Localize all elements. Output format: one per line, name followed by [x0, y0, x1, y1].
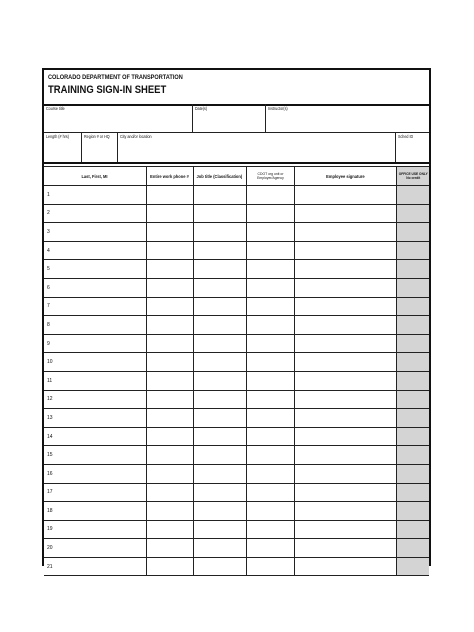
signature-cell[interactable]: [294, 483, 396, 502]
office-use-cell: [396, 371, 429, 390]
dates-field[interactable]: [193, 104, 266, 132]
row-number: 19: [47, 526, 53, 533]
column-header-office-use: OFFICE USE ONLY No credit: [396, 167, 429, 186]
job-title-cell[interactable]: [193, 427, 246, 446]
column-header-job-title: Job title (Classification): [193, 167, 246, 186]
office-use-cell: [396, 186, 429, 205]
length-field[interactable]: [44, 132, 82, 162]
agency-cell[interactable]: [246, 409, 294, 428]
name-cell[interactable]: [44, 409, 146, 428]
table-row: [44, 241, 429, 260]
table-row: [44, 353, 429, 372]
table-row: [44, 223, 429, 242]
agency-cell[interactable]: [246, 371, 294, 390]
row-number: 18: [47, 507, 53, 514]
job-title-cell[interactable]: [193, 390, 246, 409]
phone-cell[interactable]: [146, 502, 193, 521]
job-title-cell[interactable]: [193, 520, 246, 539]
signature-cell[interactable]: [294, 334, 396, 353]
phone-cell[interactable]: [146, 278, 193, 297]
phone-cell[interactable]: [146, 464, 193, 483]
name-cell[interactable]: [44, 390, 146, 409]
agency-cell[interactable]: [246, 390, 294, 409]
signature-cell[interactable]: [294, 204, 396, 223]
sign-in-sheet-form: [42, 68, 431, 570]
row-number: 3: [47, 228, 50, 235]
row-number: 14: [47, 433, 53, 440]
job-title-cell[interactable]: [193, 483, 246, 502]
phone-cell[interactable]: [146, 241, 193, 260]
signature-cell[interactable]: [294, 446, 396, 465]
row-number: 9: [47, 340, 50, 347]
table-row: [44, 260, 429, 279]
name-cell[interactable]: [44, 464, 146, 483]
signature-cell[interactable]: [294, 539, 396, 558]
region-label: Region # or HQ: [84, 134, 110, 139]
organization-name: COLORADO DEPARTMENT OF TRANSPORTATION: [48, 74, 183, 81]
phone-cell[interactable]: [146, 334, 193, 353]
form-header: [44, 70, 429, 106]
table-row: [44, 446, 429, 465]
signature-cell[interactable]: [294, 520, 396, 539]
signature-cell[interactable]: [294, 186, 396, 205]
row-number: 5: [47, 266, 50, 273]
agency-cell[interactable]: [246, 316, 294, 335]
row-number: 8: [47, 321, 50, 328]
phone-cell[interactable]: [146, 539, 193, 558]
row-number: 2: [47, 210, 50, 217]
dates-label: Date(s): [195, 106, 208, 111]
name-cell[interactable]: [44, 446, 146, 465]
job-title-cell[interactable]: [193, 371, 246, 390]
table-row: [44, 278, 429, 297]
row-number: 12: [47, 396, 53, 403]
table-row: [44, 316, 429, 335]
signature-cell[interactable]: [294, 502, 396, 521]
length-label: Length (# hrs): [46, 134, 69, 139]
sched-id-field[interactable]: [396, 132, 429, 162]
job-title-cell[interactable]: [193, 297, 246, 316]
office-use-cell: [396, 502, 429, 521]
signature-cell[interactable]: [294, 278, 396, 297]
job-title-cell[interactable]: [193, 539, 246, 558]
name-cell[interactable]: [44, 353, 146, 372]
job-title-cell[interactable]: [193, 334, 246, 353]
agency-cell[interactable]: [246, 260, 294, 279]
table-row: [44, 409, 429, 428]
signature-cell[interactable]: [294, 241, 396, 260]
agency-cell[interactable]: [246, 186, 294, 205]
phone-cell[interactable]: [146, 446, 193, 465]
table-row: [44, 539, 429, 558]
name-cell[interactable]: [44, 520, 146, 539]
name-cell[interactable]: [44, 278, 146, 297]
name-cell[interactable]: [44, 297, 146, 316]
agency-cell[interactable]: [246, 278, 294, 297]
agency-cell[interactable]: [246, 204, 294, 223]
row-number: 21: [47, 563, 53, 570]
signature-cell[interactable]: [294, 223, 396, 242]
phone-cell[interactable]: [146, 353, 193, 372]
agency-cell[interactable]: [246, 446, 294, 465]
course-title-label: Course title: [46, 106, 65, 111]
office-use-cell: [396, 409, 429, 428]
job-title-cell[interactable]: [193, 353, 246, 372]
name-cell[interactable]: [44, 371, 146, 390]
name-cell[interactable]: [44, 427, 146, 446]
table-row: [44, 186, 429, 205]
office-use-cell: [396, 464, 429, 483]
office-use-cell: [396, 204, 429, 223]
sched-id-label: Sched ID: [398, 134, 414, 139]
row-number: 10: [47, 359, 53, 366]
name-cell[interactable]: [44, 241, 146, 260]
name-cell[interactable]: [44, 186, 146, 205]
phone-cell[interactable]: [146, 371, 193, 390]
row-number: 13: [47, 414, 53, 421]
name-cell[interactable]: [44, 334, 146, 353]
job-title-cell[interactable]: [193, 223, 246, 242]
office-use-cell: [396, 241, 429, 260]
signature-cell[interactable]: [294, 409, 396, 428]
row-number: 4: [47, 247, 50, 254]
job-title-cell[interactable]: [193, 278, 246, 297]
office-use-cell: [396, 223, 429, 242]
signature-cell[interactable]: [294, 427, 396, 446]
name-cell[interactable]: [44, 223, 146, 242]
office-use-cell: [396, 297, 429, 316]
name-cell[interactable]: [44, 260, 146, 279]
name-cell[interactable]: [44, 502, 146, 521]
table-row: [44, 502, 429, 521]
row-number: 1: [47, 191, 50, 198]
office-use-cell: [396, 353, 429, 372]
instructors-label: Instructor(s): [268, 106, 288, 111]
phone-cell[interactable]: [146, 223, 193, 242]
location-info-row: [44, 132, 429, 164]
signature-cell[interactable]: [294, 297, 396, 316]
phone-cell[interactable]: [146, 204, 193, 223]
name-cell[interactable]: [44, 204, 146, 223]
office-use-cell: [396, 427, 429, 446]
column-header-signature: Employee signature: [294, 167, 396, 186]
phone-cell[interactable]: [146, 260, 193, 279]
course-info-row: [44, 104, 429, 133]
job-title-cell[interactable]: [193, 409, 246, 428]
region-field[interactable]: [82, 132, 118, 162]
phone-cell[interactable]: [146, 557, 193, 576]
row-number: 16: [47, 470, 53, 477]
agency-cell[interactable]: [246, 502, 294, 521]
office-use-cell: [396, 446, 429, 465]
phone-cell[interactable]: [146, 409, 193, 428]
agency-cell[interactable]: [246, 223, 294, 242]
agency-cell[interactable]: [246, 464, 294, 483]
table-row: [44, 334, 429, 353]
table-row: [44, 464, 429, 483]
office-use-cell: [396, 316, 429, 335]
city-location-label: City and/or location: [120, 134, 152, 139]
row-number: 11: [47, 377, 53, 384]
job-title-cell[interactable]: [193, 316, 246, 335]
signature-cell[interactable]: [294, 353, 396, 372]
job-title-cell[interactable]: [193, 464, 246, 483]
name-cell[interactable]: [44, 557, 146, 576]
course-title-field[interactable]: [44, 104, 193, 132]
signature-cell[interactable]: [294, 557, 396, 576]
phone-cell[interactable]: [146, 297, 193, 316]
agency-cell[interactable]: [246, 520, 294, 539]
city-location-field[interactable]: [118, 132, 396, 162]
agency-cell[interactable]: [246, 241, 294, 260]
job-title-cell[interactable]: [193, 446, 246, 465]
agency-cell[interactable]: [246, 353, 294, 372]
column-header-name: Last, First, MI: [44, 167, 146, 186]
signature-cell[interactable]: [294, 390, 396, 409]
row-number: 6: [47, 284, 50, 291]
job-title-cell[interactable]: [193, 557, 246, 576]
office-use-cell: [396, 557, 429, 576]
row-number: 20: [47, 545, 53, 552]
agency-cell[interactable]: [246, 557, 294, 576]
table-row: [44, 204, 429, 223]
agency-cell[interactable]: [246, 334, 294, 353]
phone-cell[interactable]: [146, 316, 193, 335]
office-use-cell: [396, 334, 429, 353]
job-title-cell[interactable]: [193, 204, 246, 223]
table-row: [44, 390, 429, 409]
column-header-agency: CDOT org unit or Employer/Agency: [246, 167, 294, 186]
name-cell[interactable]: [44, 316, 146, 335]
phone-cell[interactable]: [146, 390, 193, 409]
instructors-field[interactable]: [266, 104, 429, 132]
row-number: 15: [47, 452, 53, 459]
row-number: 17: [47, 489, 53, 496]
job-title-cell[interactable]: [193, 260, 246, 279]
phone-cell[interactable]: [146, 427, 193, 446]
phone-cell[interactable]: [146, 483, 193, 502]
job-title-cell[interactable]: [193, 502, 246, 521]
office-use-cell: [396, 278, 429, 297]
agency-cell[interactable]: [246, 483, 294, 502]
table-row: [44, 557, 429, 576]
table-row: [44, 427, 429, 446]
office-use-cell: [396, 390, 429, 409]
signature-cell[interactable]: [294, 316, 396, 335]
table-header-row: [44, 167, 429, 186]
job-title-cell[interactable]: [193, 186, 246, 205]
office-use-cell: [396, 260, 429, 279]
table-row: [44, 483, 429, 502]
agency-cell[interactable]: [246, 297, 294, 316]
column-header-phone: Entire work phone #: [146, 167, 193, 186]
name-cell[interactable]: [44, 483, 146, 502]
office-use-cell: [396, 520, 429, 539]
signature-cell[interactable]: [294, 260, 396, 279]
agency-cell[interactable]: [246, 539, 294, 558]
table-row: [44, 371, 429, 390]
signature-cell[interactable]: [294, 371, 396, 390]
phone-cell[interactable]: [146, 186, 193, 205]
phone-cell[interactable]: [146, 520, 193, 539]
form-title: TRAINING SIGN-IN SHEET: [48, 84, 167, 96]
office-use-cell: [396, 483, 429, 502]
job-title-cell[interactable]: [193, 241, 246, 260]
sign-in-table: [44, 166, 429, 576]
table-row: [44, 297, 429, 316]
office-use-cell: [396, 539, 429, 558]
table-row: [44, 520, 429, 539]
name-cell[interactable]: [44, 539, 146, 558]
row-number: 7: [47, 303, 50, 310]
signature-cell[interactable]: [294, 464, 396, 483]
agency-cell[interactable]: [246, 427, 294, 446]
